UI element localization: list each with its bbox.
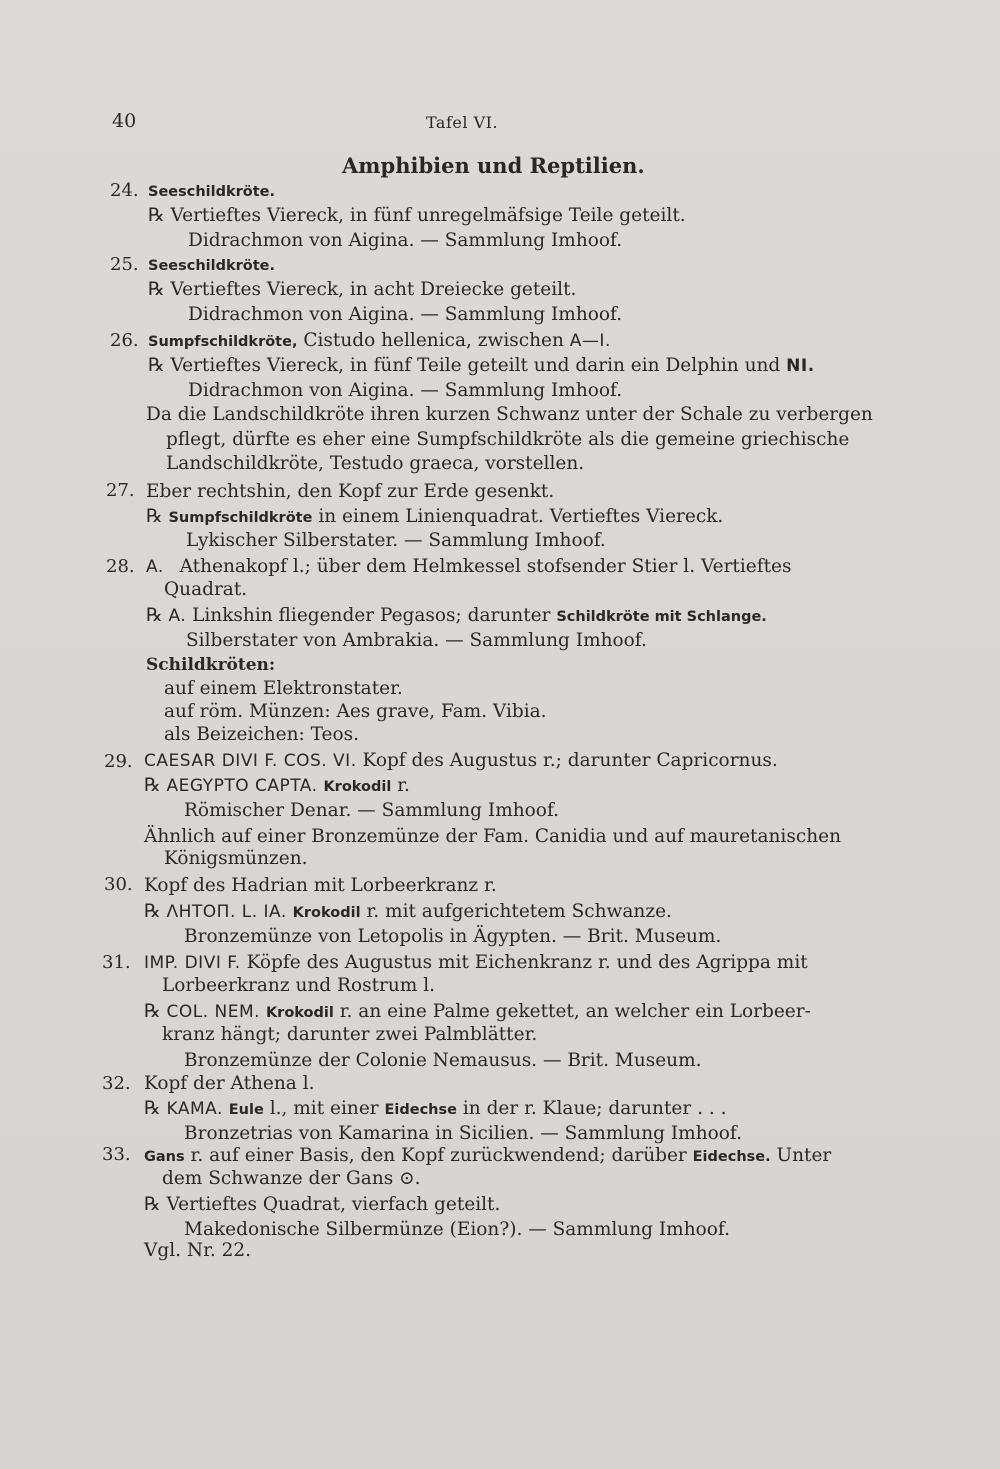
coin-line: Didrachmon von Aigina. — Sammlung Imhoof. (188, 230, 623, 251)
reverse-text: in einem Linienquadrat. Vertieftes Viereck. (318, 506, 724, 527)
reverse-line: ℞ Vertieftes Quadrat, vierfach geteilt. (144, 1194, 501, 1215)
obverse-line (146, 556, 791, 578)
coin-legend: CAESAR DIVI F. COS. VI. (144, 751, 357, 771)
note-line: Landschildkröte, Testudo graeca, vorstellen. (166, 453, 585, 474)
reverse-text: in der r. Klaue; darunter . . . (462, 1098, 727, 1119)
entry-number: 25. (110, 254, 139, 275)
reverse-symbol: ℞ (146, 506, 163, 527)
entry-number: 31. (102, 952, 131, 973)
title-text: Cistudo hellenica, zwischen (303, 330, 564, 351)
reverse-line: kranz hängt; darunter zwei Palmblätter. (162, 1024, 538, 1045)
coin-line: Bronzetrias von Kamarina in Sicilien. — Sammlung Imhoof. (184, 1123, 742, 1144)
obverse-text: Unter (776, 1145, 832, 1166)
obverse-line: Kopf der Athena l. (144, 1073, 315, 1094)
coin-line: Didrachmon von Aigina. — Sammlung Imhoof. (188, 380, 623, 401)
coin-line: Bronzemünze von Letopolis in Ägypten. — Brit. Museum. (184, 926, 722, 947)
list-item: als Beizeichen: Teos. (164, 724, 360, 745)
reverse-text: r. an eine Palme gekettet, an welcher ein Lorbeer- (339, 1001, 811, 1022)
coin-legend: IMP. DIVI F. (144, 953, 241, 973)
motif: Eule (228, 1102, 264, 1118)
reverse-line (146, 506, 723, 529)
reverse-line (144, 1098, 726, 1121)
reverse-symbol: ℞ (144, 775, 161, 796)
obverse-text: Köpfe des Augustus mit Eichenkranz r. und des Agrippa mit (246, 952, 808, 973)
reverse-symbol: ℞ (144, 901, 161, 922)
reverse-line (148, 355, 815, 377)
page-number: 40 (112, 110, 137, 132)
motif: Krokodil (265, 1005, 334, 1021)
title-line (148, 330, 611, 353)
reverse-symbol: ℞ (144, 1098, 161, 1119)
motif: Schildkröte mit Schlange. (556, 609, 767, 625)
coin-line: Lykischer Silberstater. — Sammlung Imhoof. (186, 530, 606, 551)
coin-legend: ΛHTOΠ. L. IA. (166, 902, 287, 922)
obverse-line: Kopf des Hadrian mit Lorbeerkranz r. (144, 875, 497, 896)
list-item: auf röm. Münzen: Aes grave, Fam. Vibia. (164, 701, 547, 722)
list-item: auf einem Elektronstater. (164, 678, 403, 699)
coin-line: Bronzemünze der Colonie Nemausus. — Brit. Museum. (184, 1050, 702, 1071)
note-line: pflegt, dürfte es eher eine Sumpfschildkröte als die gemeine griechische (166, 429, 850, 450)
see-also: Vgl. Nr. 22. (144, 1240, 252, 1261)
reverse-line: ℞ Vertieftes Viereck, in acht Dreiecke geteilt. (148, 279, 577, 300)
coin-line: Makedonische Silbermünze (Eion?). — Sammlung Imhoof. (184, 1219, 730, 1240)
reverse-line (144, 901, 672, 924)
obverse-line (144, 750, 778, 772)
obverse-text: r. auf einer Basis, den Kopf zurückwendend; darüber (190, 1145, 687, 1166)
entry-number: 33. (102, 1144, 131, 1165)
entry-number: 28. (106, 556, 135, 577)
reverse-text: r. (397, 775, 410, 796)
reverse-line (144, 1001, 811, 1024)
entry-title: Seeschildkröte. (148, 258, 276, 274)
motif: Eidechse. (692, 1149, 771, 1165)
note-line: Ähnlich auf einer Bronzemünze der Fam. Canidia und auf mauretanischen (144, 826, 841, 847)
plate-title: Tafel VI. (426, 113, 499, 132)
coin-legend: A—I. (569, 331, 611, 351)
coin-line: Silberstater von Ambrakia. — Sammlung Imhoof. (186, 630, 647, 651)
obverse-line: dem Schwanze der Gans ⊙. (162, 1168, 421, 1189)
reverse-line (146, 605, 767, 628)
entry-number: 32. (102, 1073, 131, 1094)
coin-legend: A. (146, 557, 164, 577)
reverse-text: ℞ Vertieftes Viereck, in fünf Teile geteilt und darin ein Delphin und (148, 355, 781, 376)
entry-number: 27. (106, 480, 135, 501)
entry-number: 24. (110, 180, 139, 201)
obverse-line: Lorbeerkranz und Rostrum l. (162, 975, 436, 996)
entry-number: 30. (104, 874, 133, 895)
coin-legend: A. (168, 606, 187, 626)
coin-legend: AEGYPTO CAPTA. (166, 776, 318, 796)
motif: Krokodil (292, 905, 361, 921)
section-title: Amphibien und Reptilien. (342, 153, 645, 178)
obverse-line (144, 1145, 831, 1168)
motif: Gans (144, 1149, 185, 1165)
obverse-line (144, 952, 808, 974)
obverse-line: Quadrat. (164, 579, 248, 600)
obverse-text: Athenakopf l.; über dem Helmkessel stofsender Stier l. Vertieftes (179, 556, 792, 577)
entry-title: Seeschildkröte. (148, 184, 276, 200)
reverse-text: Linkshin fliegender Pegasos; darunter (192, 605, 551, 626)
coin-legend: KAMA. (166, 1099, 223, 1119)
list-title: Schildkröten: (146, 655, 276, 675)
note-line: Da die Landschildkröte ihren kurzen Schwanz unter der Schale zu verbergen (146, 404, 873, 425)
reverse-line: ℞ Vertieftes Viereck, in fünf unregelmäfsige Teile geteilt. (148, 205, 686, 226)
entry-number: 26. (110, 330, 139, 351)
note-line: Königsmünzen. (164, 848, 308, 869)
obverse-text: Kopf des Augustus r.; darunter Capricornus. (362, 750, 778, 771)
obverse-line: Eber rechtshin, den Kopf zur Erde gesenkt. (146, 481, 555, 502)
entry-number: 29. (104, 751, 133, 772)
reverse-line (144, 775, 410, 798)
entry-title: Sumpfschildkröte, (148, 334, 298, 350)
reverse-symbol: ℞ (146, 605, 163, 626)
reverse-symbol: ℞ (144, 1001, 161, 1022)
coin-legend: COL. NEM. (166, 1002, 261, 1022)
reverse-text: l., mit einer (269, 1098, 379, 1119)
coin-line: Didrachmon von Aigina. — Sammlung Imhoof. (188, 304, 623, 325)
coin-line: Römischer Denar. — Sammlung Imhoof. (184, 800, 560, 821)
coin-legend: NI. (786, 356, 815, 376)
motif: Sumpfschildkröte (168, 510, 313, 526)
motif: Eidechse (384, 1102, 457, 1118)
reverse-text: r. mit aufgerichtetem Schwanze. (366, 901, 672, 922)
motif: Krokodil (323, 779, 392, 795)
